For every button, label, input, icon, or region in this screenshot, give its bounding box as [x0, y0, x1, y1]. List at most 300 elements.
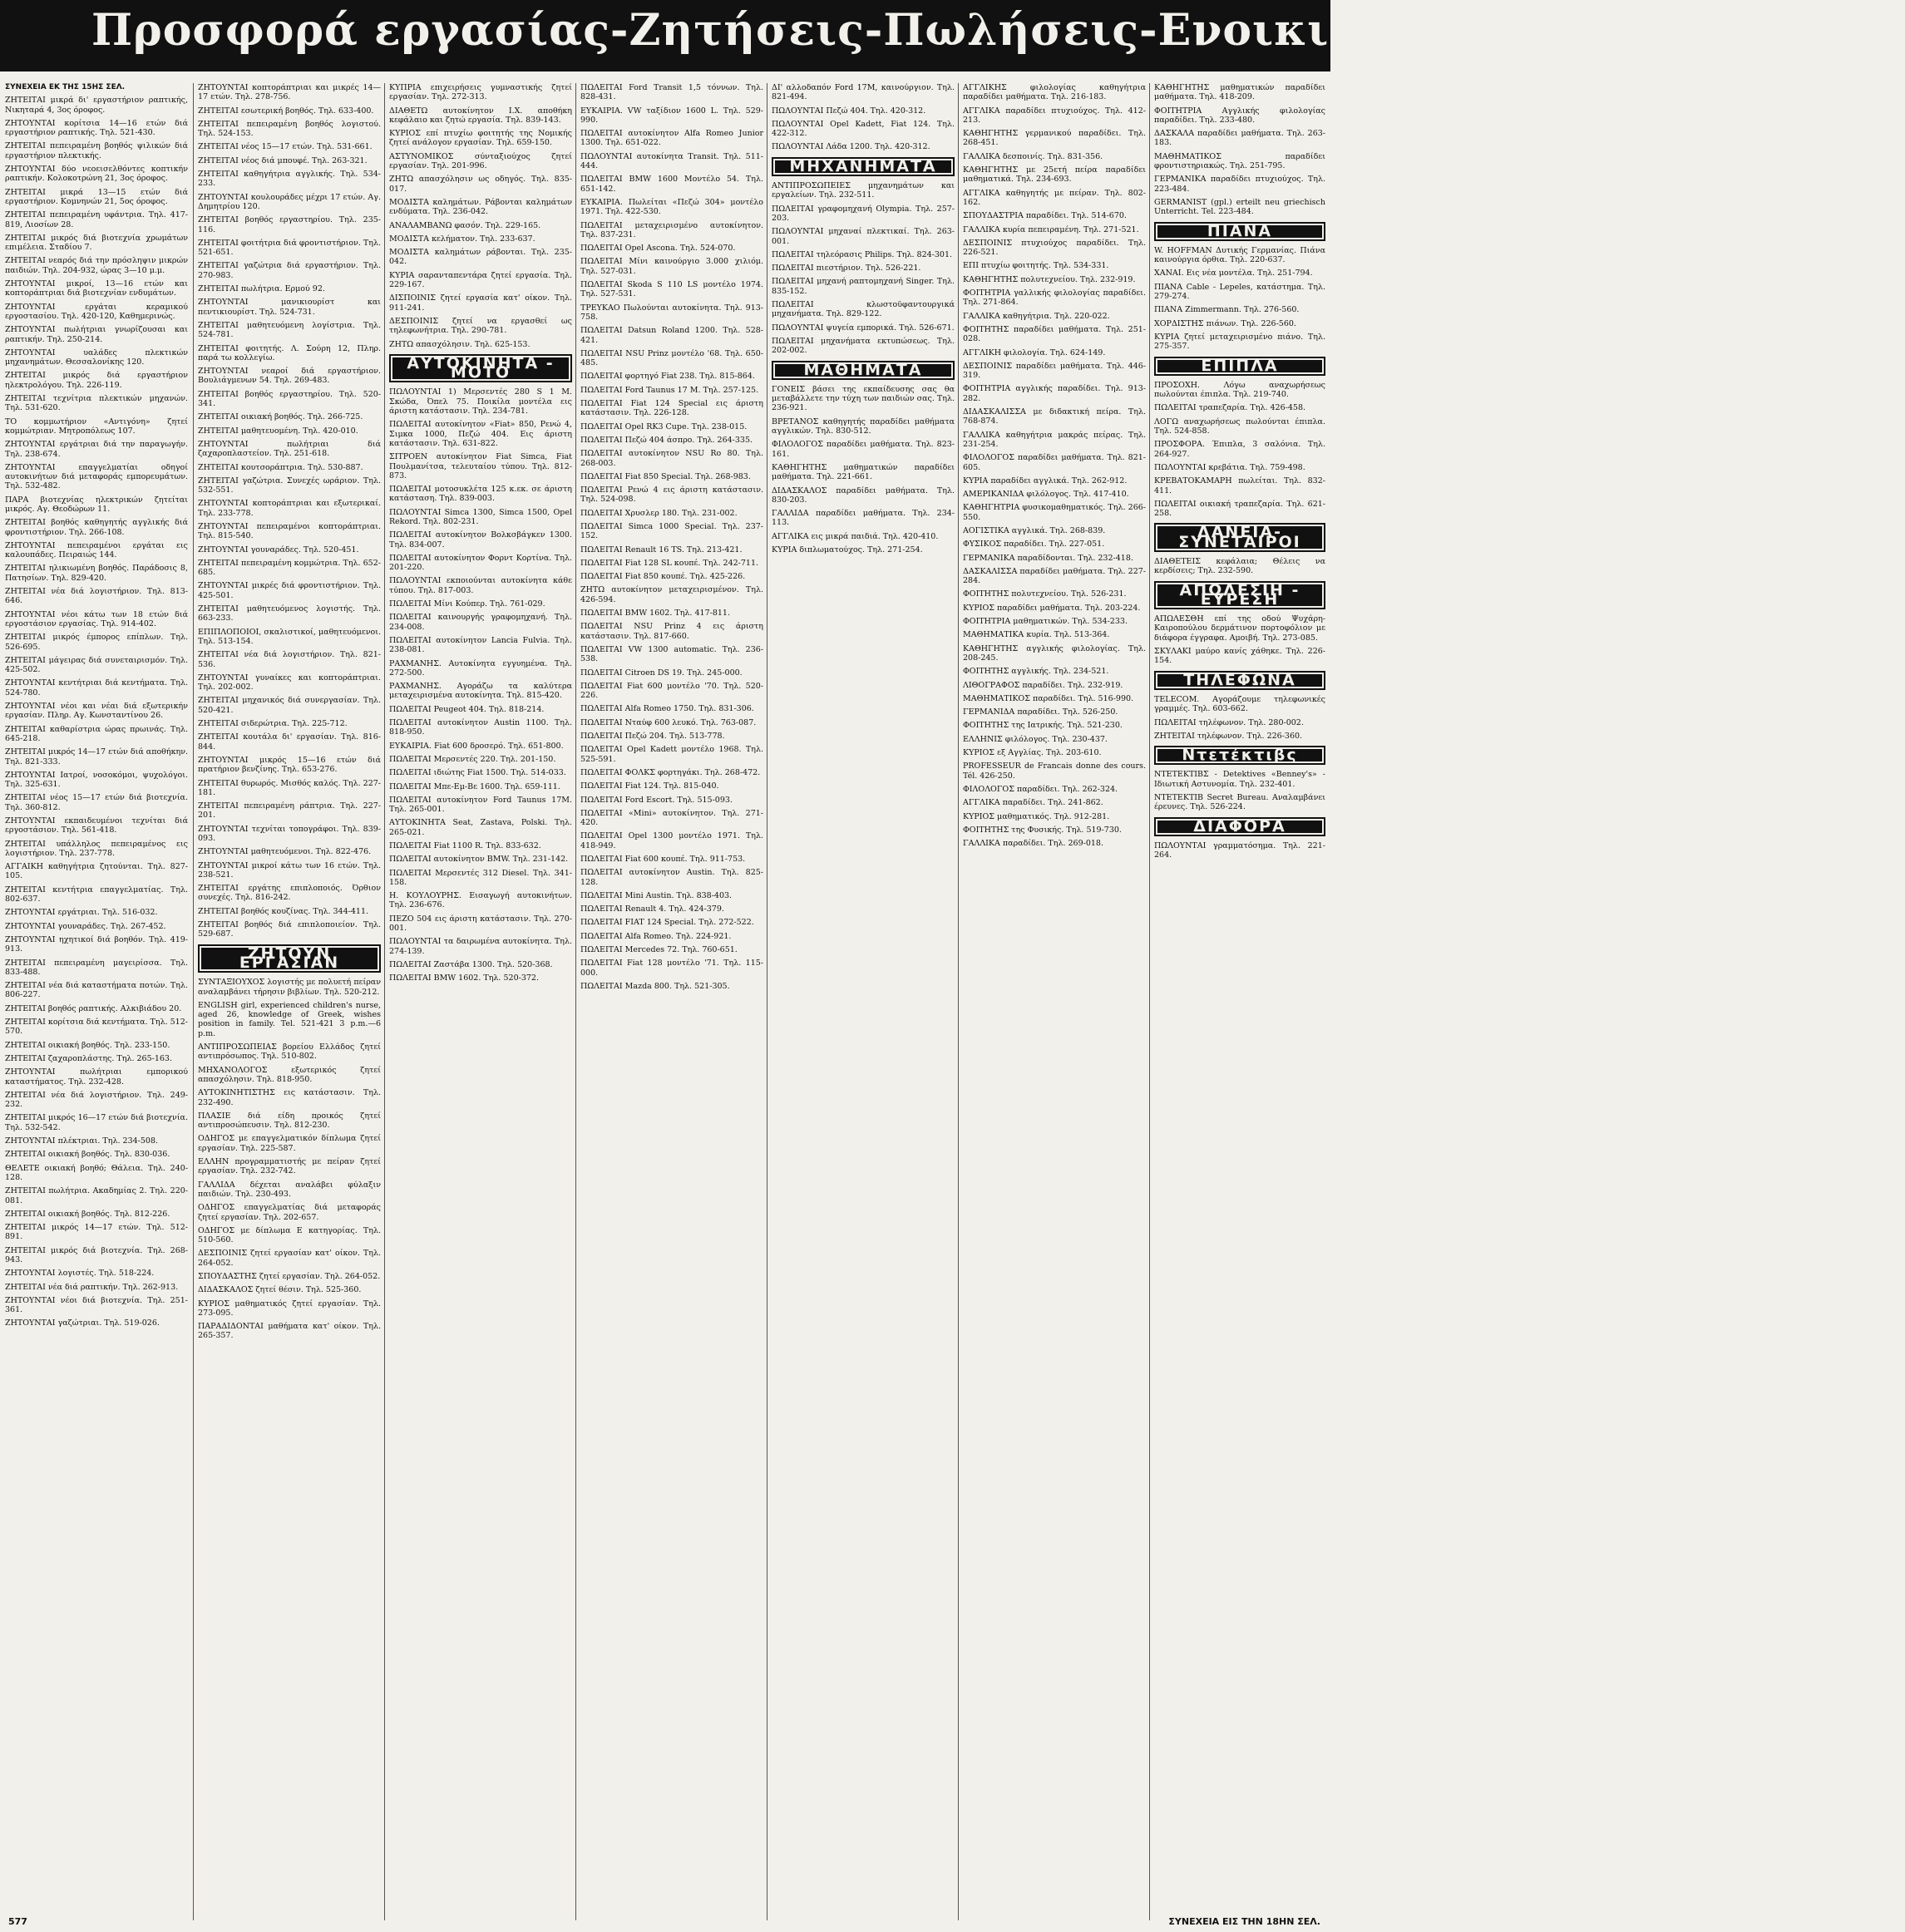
classified-ad: ΖΗΤΕΙΤΑΙ σιδερώτρια. Τηλ. 225-712. [198, 719, 348, 729]
classified-ad: ΕΥΚΑΙΡΙΑ. Fiat 600 δροσερό. Τηλ. 651-800. [389, 741, 564, 751]
classified-ad: ΠΩΛΕΙΤΑΙ Fiat 128 μοντέλο '71. Τηλ. 115-000. [580, 959, 763, 978]
classified-ad: ΜΑΘΗΜΑΤΙΚΟΣ παραδίδει φροντιστηριακώς. Τηλ. 251-795. [1154, 151, 1325, 171]
classified-ad: ΖΗΤΟΥΝΤΑΙ τεχνίται τοπογράφοι. Τηλ. 839-093. [198, 824, 381, 843]
classified-ad: ΔΙ' αλλοδαπόν Ford 17M, καινούργιον. Τηλ. 821-494. [772, 83, 955, 102]
classified-ad: ΖΗΤΕΙΤΑΙ βοηθός καθηγητής αγγλικής διά φροντιστήριον. Τηλ. 266-108. [5, 518, 188, 537]
classified-ad: ΖΗΤΕΙΤΑΙ μικρά δι' εργαστήριον ραπτικής, Νικηταρά 4, 3ος όροφος. [5, 96, 188, 115]
classified-ad: ΜΑΘΗΜΑΤΙΚΟΣ παραδίδει. Τηλ. 516-990. [963, 693, 1134, 703]
classified-ad: ΚΑΘΗΓΗΤΡΙΑ φυσικομαθηματικός. Τηλ. 266-550. [963, 503, 1146, 522]
classified-ad: ΠΩΛΕΙΤΑΙ Μερσεντές 312 Diesel. Τηλ. 341-158. [389, 868, 572, 887]
classified-ad: ΖΗΤΕΙΤΑΙ ηλικιωμένη βοηθός. Παράδοσις 8, Πατησίων. Τηλ. 829-420. [5, 564, 188, 583]
section-header-lessons: ΜΑΘΗΜΑΤΑ [772, 361, 955, 380]
classified-ad: ΖΗΤΟΥΝΤΑΙ μικροί κάτω των 16 ετών. Τηλ. 238-521. [198, 860, 381, 880]
classified-ad: ΖΗΤΟΥΝΤΑΙ μικροί, 13—16 ετών και κοπτοράπτριαι διά βιοτεχνίαν ενδυμάτων. [5, 279, 188, 298]
classified-ad: ΑΓΓΛΙΚΗΣ φιλολογίας καθηγήτρια παραδίδει μαθήματα. Τηλ. 216-183. [963, 83, 1146, 102]
classified-ad: ΖΗΤΟΥΝΤΑΙ υαλάδες πλεκτικών μηχανημάτων. Θεσσαλονίκης 120. [5, 347, 188, 367]
classified-ad: ΖΗΤΕΙΤΑΙ μικρός 14—17 ετών διά αποθήκην. Τηλ. 821-333. [5, 747, 188, 766]
classified-ad: ΚΥΡΙΑ ζητεί μεταχειρισμένο πιάνο. Τηλ. 275-357. [1154, 332, 1325, 352]
classified-ad: ΓΑΛΛΙΚΑ παραδίδει. Τηλ. 269-018. [963, 839, 1103, 849]
classified-ad: ΖΗΤΕΙΤΑΙ πεπειραμένη βοηθός ψιλικών διά εργαστήριον πλεκτικής. [5, 141, 188, 160]
classified-ad: ΖΗΤΕΙΤΑΙ θυρωρός. Μισθός καλός. Τηλ. 227-181. [198, 778, 381, 797]
classified-ad: ΖΗΤΕΙΤΑΙ μαθητευομένη. Τηλ. 420-010. [198, 426, 358, 436]
classified-ad: ΠΩΛΟΥΝΤΑΙ μηχαναί πλεκτικαί. Τηλ. 263-001. [772, 227, 955, 246]
classified-ad: ΑΓΓΛΙΚΑ παραδίδει. Τηλ. 241-862. [963, 798, 1103, 808]
classified-ad: ΔΙΔΑΣΚΑΛΙΣΣΑ με διδακτική πείρα. Τηλ. 768-874. [963, 407, 1146, 426]
classified-ad: ΖΗΤΟΥΝΤΑΙ γουναράδες. Τηλ. 267-452. [5, 921, 166, 931]
classified-ad: ΦΟΙΤΗΤΗΣ παραδίδει μαθήματα. Τηλ. 251-028. [963, 324, 1146, 344]
classified-ad: ΖΗΤΕΙΤΑΙ βοηθός διά επιπλοποιείον. Τηλ. 529-687. [198, 920, 381, 939]
classified-ad: ΖΗΤΕΙΤΑΙ εσωτερική βοηθός. Τηλ. 633-400. [198, 106, 374, 116]
classified-ad: ΠΩΛΕΙΤΑΙ Opel RK3 Cupe. Τηλ. 238-015. [580, 421, 748, 431]
classified-ad: ΖΗΤΕΙΤΑΙ μηχανικός διά συνεργασίαν. Τηλ. 520-421. [198, 696, 381, 715]
classified-ad: ΖΗΤΕΙΤΑΙ πεπειραμένη μαγειρίσσα. Τηλ. 833-488. [5, 958, 188, 977]
classified-ad: ΓΑΛΛΙΚΑ καθηγήτρια μακράς πείρας. Τηλ. 231-254. [963, 430, 1146, 449]
classified-ad: ΚΑΘΗΓΗΤΗΣ γερμανικού παραδίδει. Τηλ. 268-451. [963, 129, 1146, 148]
classified-ad: ΠΩΛΕΙΤΑΙ μηχανήματα εκτυπώσεως. Τηλ. 202-002. [772, 336, 955, 356]
classified-ad: ΠΡΟΣΦΟΡΑ. Έπιπλα, 3 σαλόνια. Τηλ. 264-927. [1154, 440, 1325, 459]
classified-ad: ΟΔΗΓΟΣ επαγγελματίας διά μεταφοράς ζητεί εργασίαν. Τηλ. 202-657. [198, 1203, 381, 1222]
classified-ad: ΠΩΛΟΥΝΤΑΙ Πεζώ 404. Τηλ. 420-312. [772, 106, 926, 116]
page-banner [0, 0, 1905, 71]
classified-ad: ΠΩΛΕΙΤΑΙ ιδιώτης Fiat 1500. Τηλ. 514-033. [389, 768, 566, 778]
classified-ad: ΖΗΤΕΙΤΑΙ τεχνίτρια πλεκτικών μηχανών. Τηλ. 531-620. [5, 394, 188, 413]
classified-ad: ΑΓΓΛΙΚΑ παραδίδει πτυχιούχος. Τηλ. 412-213. [963, 106, 1146, 125]
classified-ad: ΖΗΤΕΙΤΑΙ καθαρίστρια ώρας πρωινάς. Τηλ. 645-218. [5, 724, 188, 743]
classified-ad: ΠΩΛΟΥΝΤΑΙ Λάδα 1200. Τηλ. 420-312. [772, 142, 930, 152]
classified-ad: ΑΝΤΙΠΡΟΣΩΠΕΙΑΣ βορείου Ελλάδος ζητεί αντιπρόσωπος. Τηλ. 510-802. [198, 1042, 381, 1062]
classified-ad: ΠΙΑΝΑ Zimmermann. Τηλ. 276-560. [1154, 305, 1300, 315]
classified-ad: ΧΟΡΔΙΣΤΗΣ πιάνων. Τηλ. 226-560. [1154, 318, 1296, 328]
classified-ad: ΖΗΤΟΥΝΤΑΙ μικρές διά φροντιστήριον. Τηλ. 425-501. [198, 581, 381, 600]
column-rule [958, 83, 959, 1920]
classified-ad: ΓΑΛΛΙΚΑ δεσποινίς. Τηλ. 831-356. [963, 151, 1103, 161]
classified-ad: ΖΗΤΕΙΤΑΙ φοιτητής. Λ. Σούρη 12, Πληρ. παρά τω κολλεγίω. [198, 343, 381, 362]
classified-ad: ΠΩΛΕΙΤΑΙ αυτοκίνητον Ford Taunus 17M. Τηλ. 265-001. [389, 795, 572, 815]
classified-ad: ΖΗΤΟΥΝΤΑΙ νέοι διά βιοτεχνία. Τηλ. 251-361. [5, 1295, 188, 1315]
classified-ad: ΑΝΤΙΠΡΟΣΩΠΕΙΕΣ μηχανημάτων και εργαλείων. Τηλ. 232-511. [772, 181, 955, 200]
classified-ad: ΓΕΡΜΑΝΙΚΑ παραδίδει πτυχιούχος. Τηλ. 223-484. [1154, 175, 1325, 194]
classified-ad: ΚΥΡΙΑ σαρανταπεντάρα ζητεί εργασία. Τηλ. 229-167. [389, 270, 572, 290]
classified-ad: ΚΥΠΡΙΑ επιχειρήσεις γυμναστικής ζητεί εργασίαν. Τηλ. 272-313. [389, 83, 572, 102]
classified-ad: ΔΙΔΑΣΚΑΛΟΣ ζητεί θέσιν. Τηλ. 525-360. [198, 1285, 362, 1295]
classified-ad: ΖΗΤΟΥΝΤΑΙ εκπαιδευμένοι τεχνίται διά εργοστάσιον. Τηλ. 561-418. [5, 816, 188, 835]
classified-ad: ΠΛΑΣΙΕ διά είδη προικός ζητεί αντιπροσώπευσιν. Τηλ. 812-230. [198, 1111, 381, 1131]
classified-ad: ΚΑΘΗΓΗΤΗΣ με 25ετή πείρα παραδίδει μαθηματικά. Τηλ. 234-693. [963, 165, 1146, 185]
classified-ad: ΖΗΤΟΥΝΤΑΙ κοπτοράπτριαι και μικρές 14—17 ετών. Τηλ. 278-756. [198, 83, 381, 102]
classified-ad: ΖΗΤΕΙΤΑΙ νέος 15—17 ετών. Τηλ. 531-661. [198, 142, 373, 152]
column-4 [580, 83, 763, 995]
column-3 [389, 83, 572, 988]
classified-ad: ΠΩΛΕΙΤΑΙ Fiat 1100 R. Τηλ. 833-632. [389, 841, 541, 850]
classified-ad: ΤΟ κομμωτήριον «Αντιγόνη» ζητεί κομμώτριαν. Μητροπόλεως 107. [5, 416, 188, 436]
classified-ad: ΔΕΣΠΟΙΝΙΣ ζητεί να εργασθεί ως τηλεφωνήτρια. Τηλ. 290-781. [389, 316, 572, 336]
classified-ad: ΦΟΙΤΗΤΡΙΑ μαθηματικών. Τηλ. 534-233. [963, 617, 1128, 627]
classified-ad: ΖΗΤΕΙΤΑΙ νέος 15—17 ετών διά βιοτεχνία. Τηλ. 360-812. [5, 793, 188, 812]
classified-ad: ΦΟΙΤΗΤΗΣ αγγλικής. Τηλ. 234-521. [963, 667, 1109, 677]
classified-ad: ΚΥΡΙΟΣ μαθηματικός. Τηλ. 912-281. [963, 811, 1110, 821]
classified-ad: ΓΑΛΛΙΔΑ δέχεται αναλάβει φύλαξιν παιδιών. Τηλ. 230-493. [198, 1180, 381, 1199]
classified-ad: ΖΗΤΕΙΤΑΙ οικιακή βοηθός. Τηλ. 233-150. [5, 1040, 170, 1050]
classified-ad: ΖΗΤΟΥΝΤΑΙ πεπειραμένοι εργάται εις καλουπάδες. Πειραιώς 144. [5, 540, 188, 560]
classified-ad: ΠΩΛΕΙΤΑΙ καινουργής γραφομηχανή. Τηλ. 234-008. [389, 613, 572, 632]
classified-ad: ΠΩΛΕΙΤΑΙ Ζαστάβα 1300. Τηλ. 520-368. [389, 959, 553, 969]
classified-ad: ΖΗΤΟΥΝΤΑΙ επαγγελματίαι οδηγοί αυτοκινήτων διά μεταφοράς εμπορευμάτων. Τηλ. 532-482. [5, 462, 188, 491]
classified-ad: ΑΥΤΟΚΙΝΗΤΑ Seat, Zastava, Polski. Τηλ. 265-021. [389, 818, 572, 837]
classified-ad: ΚΥΡΙΟΣ εξ Αγγλίας. Τηλ. 203-610. [963, 748, 1102, 758]
classified-ad: ΠΩΛΕΙΤΑΙ οικιακή τραπεζαρία. Τηλ. 621-258. [1154, 499, 1325, 519]
classified-ad: ΛΟΓΩ αναχωρήσεως πωλούνται έπιπλα. Τηλ. 524-858. [1154, 416, 1325, 436]
classified-ad: ΖΗΤΟΥΝΤΑΙ νέοι και νέαι διά εξωτερικήν εργασίαν. Πληρ. Αγ. Κωνσταντίνου 26. [5, 702, 188, 721]
classified-ad: ΝΤΕΤΕΚΤΙΒ Secret Bureau. Αναλαμβάνει έρευνες. Τηλ. 526-224. [1154, 793, 1325, 812]
classified-ad: ΜΑΘΗΜΑΤΙΚΑ κυρία. Τηλ. 513-364. [963, 630, 1110, 640]
section-header-miscellaneous: ΔΙΑΦΟΡΑ [1154, 817, 1325, 836]
classified-ad: ΠΩΛΕΙΤΑΙ Simca 1000 Special. Τηλ. 237-152. [580, 521, 763, 541]
classified-ad: ΠΩΛΕΙΤΑΙ τηλέφωνον. Τηλ. 280-002. [1154, 717, 1304, 727]
classified-ad: ΠΩΛΕΙΤΑΙ Μπε-Εμ-Βε 1600. Τηλ. 659-111. [389, 781, 560, 791]
classified-ad: ΦΟΙΤΗΤΡΙΑ αγγλικής παραδίδει. Τηλ. 913-282. [963, 384, 1146, 403]
classified-ad: ΖΗΤΕΙΤΑΙ γαζώτρια διά εργαστήριον. Τηλ. 270-983. [198, 261, 381, 280]
classified-ad: ΦΥΣΙΚΟΣ παραδίδει. Τηλ. 227-051. [963, 540, 1105, 550]
section-header-loans-partners: ΔΑΝΕΙΑ-ΣΥΝΕΤΑΙΡΟΙ [1154, 523, 1325, 552]
classified-ad: ΚΑΘΗΓΗΤΗΣ μαθηματικών παραδίδει μαθήματα. Τηλ. 221-661. [772, 462, 955, 482]
classified-ad: ΠΩΛΕΙΤΑΙ μεταχειρισμένο αυτοκίνητον. Τηλ. 837-231. [580, 220, 763, 239]
classified-ad: ΖΗΤΟΥΝΤΑΙ Ιατροί, νοσοκόμοι, ψυχολόγοι. Τηλ. 325-631. [5, 770, 188, 790]
column-5 [772, 83, 955, 559]
classified-ad: ΚΑΘΗΓΗΤΗΣ μαθηματικών παραδίδει μαθήματα. Τηλ. 418-209. [1154, 83, 1325, 102]
classified-ad: ΦΙΛΟΛΟΓΟΣ παραδίδει μαθήματα. Τηλ. 821-605. [963, 453, 1146, 472]
classified-ad: ΓΕΡΜΑΝΙΔΑ παραδίδει. Τηλ. 526-250. [963, 707, 1118, 717]
classified-ad: ΒΡΕΤΑΝΟΣ καθηγητής παραδίδει μαθήματα αγγλικών. Τηλ. 830-512. [772, 416, 955, 436]
column-2 [198, 83, 381, 1345]
classified-ad: ΠΩΛΕΙΤΑΙ αυτοκίνητον Alfa Romeo Junior 1300. Τηλ. 651-022. [580, 129, 763, 148]
classified-ad: ΑΓΓΛΙΚΗ φιλολογία. Τηλ. 624-149. [963, 347, 1106, 357]
classified-ad: ΠΩΛΕΙΤΑΙ FIAT 124 Special. Τηλ. 272-522. [580, 918, 754, 928]
classified-ad: ΖΗΤΕΙΤΑΙ κεντήτρια επαγγελματίας. Τηλ. 802-637. [5, 885, 188, 904]
classified-ad: ΖΗΤΕΙΤΑΙ μικρός διά βιοτεχνία χρωμάτων επιμέλεια. Σταδίου 7. [5, 233, 188, 253]
classified-ad: ΠΩΛΕΙΤΑΙ NSU Prinz μοντέλο '68. Τηλ. 650-485. [580, 348, 763, 368]
classified-ad: ΦΟΙΤΗΤΡΙΑ γαλλικής φιλολογίας παραδίδει. Τηλ. 271-864. [963, 288, 1146, 308]
classified-ad: ΖΗΤΕΙΤΑΙ πεπειραμένη βοηθός λογιστού. Τηλ. 524-153. [198, 119, 381, 139]
classified-ad: ΖΗΤΕΙΤΑΙ μικρά 13—15 ετών διά εργαστήριον. Κομνηνών 21, 5ος όροφος. [5, 187, 188, 206]
classified-ad: ΠΑΡΑ βιοτεχνίας ηλεκτρικών ζητείται μικρός. Αγ. Θεοδώρων 11. [5, 495, 188, 514]
classified-ad: ΖΗΤΕΙΤΑΙ μαθητευόμενος λογιστής. Τηλ. 663-233. [198, 604, 381, 623]
classified-ad: ΠΡΟΣΟΧΗ. Λόγω αναχωρήσεως πωλούνται έπιπλα. Τηλ. 219-740. [1154, 380, 1325, 400]
classified-ad: ΠΩΛΟΥΝΤΑΙ κρεβάτια. Τηλ. 759-498. [1154, 462, 1305, 472]
classified-ad: ΑΠΩΛΕΣΘΗ επί της οδού Ψυχάρη-Καιροπούλου δερμάτινον πορτοφόλιον με διάφορα έγγραφα. Αμοιβή. Τηλ. 273-085. [1154, 614, 1325, 643]
classified-ad: PROFESSEUR de Francais donne des cours. Tél. 426-250. [963, 761, 1146, 781]
classified-ad: ΠΩΛΕΙΤΑΙ Ford Escort. Τηλ. 515-093. [580, 795, 733, 805]
classified-ad: ΠΩΛΕΙΤΑΙ Skoda S 110 LS μοντέλο 1974. Τηλ. 527-531. [580, 280, 763, 299]
classified-ad: ΖΗΤΕΙΤΑΙ υπάλληλος πεπειραμένος εις λογιστήριον. Τηλ. 237-778. [5, 839, 188, 858]
classified-ad: ΡΑΧΜΑΝΗΣ. Αυτοκίνητα εγγυημένα. Τηλ. 272-500. [389, 658, 572, 678]
classified-ad: ΠΩΛΕΙΤΑΙ αυτοκίνητον NSU Ro 80. Τηλ. 268-003. [580, 449, 763, 468]
classified-ad: ΠΩΛΕΙΤΑΙ Ford Taunus 17 M. Τηλ. 257-125. [580, 385, 759, 395]
classified-ad: ΚΥΡΙΑ διπλωματούχος. Τηλ. 271-254. [772, 545, 923, 554]
classified-ad: ΖΗΤΟΥΝΤΑΙ εργάτριαι διά την παραγωγήν. Τηλ. 238-674. [5, 440, 188, 459]
classified-ad: ΔΕΣΠΟΙΝΙΣ παραδίδει μαθήματα. Τηλ. 446-319. [963, 361, 1146, 381]
classified-ad: ΠΩΛΕΙΤΑΙ Mini Austin. Τηλ. 838-403. [580, 890, 733, 900]
classified-ad: ΠΩΛΕΙΤΑΙ αυτοκίνητον Lancia Fulvia. Τηλ. 238-081. [389, 635, 572, 655]
classified-ad: ΖΗΤΕΙΤΑΙ μάγειρας διά συνεταιρισμόν. Τηλ. 425-502. [5, 655, 188, 675]
classified-ad: ΠΩΛΕΙΤΑΙ αυτοκίνητον «Fiat» 850, Ρενώ 4, Σιμκα 1000, Πεζώ 404. Εις άριστη κατάστασιν. Τηλ. 631-822. [389, 420, 572, 448]
classified-ad: ΖΗΤΩ αυτοκίνητον μεταχειρισμένον. Τηλ. 426-594. [580, 585, 763, 604]
classified-ad: ΔΕΣΠΟΙΝΙΣ ζητεί εργασίαν κατ' οίκον. Τηλ. 264-052. [198, 1249, 381, 1268]
classified-ad: ΦΟΙΤΗΤΗΣ της Φυσικής. Τηλ. 519-730. [963, 825, 1122, 835]
classified-ad: ΖΗΤΕΙΤΑΙ φοιτήτρια διά φροντιστήριον. Τηλ. 521-651. [198, 238, 381, 258]
classified-ad: ΖΗΤΕΙΤΑΙ βοηθός εργαστηρίου. Τηλ. 520-341. [198, 389, 381, 409]
classified-ad: ΠΩΛΟΥΝΤΑΙ Simca 1300, Simca 1500, Opel Rekord. Τηλ. 802-231. [389, 507, 572, 526]
classified-ad: ΣΠΟΥΔΑΣΤΡΙΑ παραδίδει. Τηλ. 514-670. [963, 211, 1127, 221]
classified-ad: ΚΥΡΙΟΣ παραδίδει μαθήματα. Τηλ. 203-224. [963, 603, 1141, 613]
classified-ad: ΠΩΛΕΙΤΑΙ ΦΟΛΚΣ φορτηγάκι. Τηλ. 268-472. [580, 767, 761, 777]
classified-ad: ΦΟΙΤΗΤΗΣ της Ιατρικής. Τηλ. 521-230. [963, 721, 1123, 731]
column-rule [193, 83, 194, 1920]
classified-ad: ΑΥΤΟΚΙΝΗΤΙΣΤΗΣ εις κατάστασιν. Τηλ. 232-490. [198, 1088, 381, 1107]
classified-ad: ΛΙΘΟΓΡΑΦΟΣ παραδίδει. Τηλ. 232-919. [963, 680, 1123, 690]
classified-ad: ΠΩΛΕΙΤΑΙ Fiat 124. Τηλ. 815-040. [580, 781, 719, 791]
classified-ad: ΦΟΙΤΗΤΡΙΑ Αγγλικής φιλολογίας παραδίδει. Τηλ. 233-480. [1154, 106, 1325, 125]
continuation-end-note: ΣΥΝΕΧΕΙΑ ΕΙΣ ΤΗΝ 18ΗΝ ΣΕΛ. [1168, 1916, 1320, 1927]
classified-ad: ΖΗΤΕΙΤΑΙ νέα διά λογιστήριον. Τηλ. 249-232. [5, 1090, 188, 1110]
classified-ad: ΖΗΤΕΙΤΑΙ ζαχαροπλάστης. Τηλ. 265-163. [5, 1053, 172, 1063]
section-header-machinery: ΜΗΧΑΝΗΜΑΤΑ [772, 157, 955, 176]
classified-ad: ΖΗΤΟΥΝΤΑΙ μανικιουρίστ και πεντικιουρίστ. Τηλ. 524-731. [198, 298, 381, 317]
classified-ad: ΤΡΕΥΚΑΟ Πωλούνται αυτοκίνητα. Τηλ. 913-758. [580, 303, 763, 322]
classified-ad: ΠΩΛΕΙΤΑΙ μηχανή ραπτομηχανή Singer. Τηλ. 835-152. [772, 277, 955, 296]
classified-ad: ΓΟΝΕΙΣ βάσει της εκπαίδευσης σας θα μεταβάλλετε την τύχη των παιδιών σας. Τηλ. 236-921. [772, 384, 955, 413]
classified-ad: ΖΗΤΟΥΝΤΑΙ νέοι κάτω των 18 ετών διά εργοστάσιον εργασίας. Τηλ. 914-402. [5, 609, 188, 628]
classified-ad: ΖΗΤΕΙΤΑΙ νεαρός διά την πρόσληψιν μικρών παιδιών. Τηλ. 204-932, ώρας 3—10 μ.μ. [5, 256, 188, 275]
classified-ad: ΠΑΡΑΔΙΔΟΝΤΑΙ μαθήματα κατ' οίκον. Τηλ. 265-357. [198, 1322, 381, 1341]
classified-ad: ΖΗΤΕΙΤΑΙ νέα διά λογιστήριον. Τηλ. 821-536. [198, 650, 381, 669]
section-header-detectives: Ντετέκτιβς [1154, 746, 1325, 765]
classified-ad: ΑΣΤΥΝΟΜΙΚΟΣ σύνταξιούχος ζητεί εργασίαν. Τηλ. 201-996. [389, 151, 572, 171]
classified-ad: ΟΔΗΓΟΣ με επαγγελματικόν δίπλωμα ζητεί εργασίαν. Τηλ. 225-587. [198, 1134, 381, 1153]
column-rule [575, 83, 576, 1920]
page-title: Προσφορά εργασίας-Ζητήσεις-Πωλήσεις-Ενοικιάσεις-Αγοραί-Ακίνητα [91, 5, 1905, 56]
classified-ad: ΕΛΛΗΝ προγραμματιστής με πείραν ζητεί εργασίαν. Τηλ. 232-742. [198, 1157, 381, 1176]
column-7 [1154, 83, 1325, 865]
classified-ad: ΠΩΛΕΙΤΑΙ Μερσεντές 220. Τηλ. 201-150. [389, 754, 556, 764]
classified-ad: ΖΗΤΕΙΤΑΙ οικιακή βοηθός. Τηλ. 266-725. [198, 412, 363, 422]
classified-ad: ΖΗΤΟΥΝΤΑΙ κεντήτριαι διά κεντήματα. Τηλ. 524-780. [5, 678, 188, 697]
classified-ad: ΠΩΛΕΙΤΑΙ μοτοσυκλέτα 125 κ.εκ. σε άριστη κατάσταση. Τηλ. 839-003. [389, 485, 572, 504]
classified-ad: ΖΗΤΟΥΝΤΑΙ εργάται κεραμικού εργοστασίου. Τηλ. 420-120, Καθημερινώς. [5, 302, 188, 321]
classified-ad: ΖΗΤΟΥΝΤΑΙ μαθητευόμενοι. Τηλ. 822-476. [198, 847, 372, 857]
classified-ad: ΠΩΛΕΙΤΑΙ αυτοκίνητον Βολκσβάγκεν 1300. Τηλ. 834-007. [389, 530, 572, 550]
classified-ad: ΠΩΛΕΙΤΑΙ Χρυσλερ 180. Τηλ. 231-002. [580, 508, 738, 518]
classified-ad: ΠΩΛΕΙΤΑΙ Μίνι καινούργιο 3.000 χιλιόμ. Τηλ. 527-031. [580, 257, 763, 276]
classified-ad: ΠΩΛΕΙΤΑΙ Ρενώ 4 εις άριστη κατάστασιν. Τηλ. 524-098. [580, 485, 763, 505]
classified-ad: Η. ΚΟΥΛΟΥΡΗΣ. Εισαγωγή αυτοκινήτων. Τηλ. 236-676. [389, 891, 572, 910]
classified-ad: ΕΛΛΗΝΙΣ φιλόλογος. Τηλ. 230-437. [963, 734, 1108, 744]
classified-ad: ΓΑΛΛΙΚΑ καθηγήτρια. Τηλ. 220-022. [963, 311, 1110, 321]
section-header-lost-found: ΑΠΩΛΕΣΙΗ - ΕΥΡΕΣΗ [1154, 581, 1325, 610]
classified-ad: ΟΔΗΓΟΣ με δίπλωμα Ε κατηγορίας. Τηλ. 510-560. [198, 1225, 381, 1245]
classified-ad: ΖΗΤΕΙΤΑΙ κορίτσια διά κεντήματα. Τηλ. 512-570. [5, 1018, 188, 1037]
classified-ad: ΖΗΤΟΥΝΤΑΙ λογιστές. Τηλ. 518-224. [5, 1269, 155, 1279]
classified-ad: ΔΙΣΠΟΙΝΙΣ ζητεί εργασία κατ' οίκον. Τηλ. 911-241. [389, 293, 572, 313]
classified-ad: ΖΗΤΕΙΤΑΙ οικιακή βοηθός. Τηλ. 830-036. [5, 1150, 170, 1160]
classified-ad: ΚΡΕΒΑΤΟΚΑΜΑΡΗ πωλείται. Τηλ. 832-411. [1154, 476, 1325, 495]
classified-ad: ΖΗΤΕΙΤΑΙ εργάτης επιπλοποιός. Όρθιον συνεχές. Τηλ. 816-242. [198, 884, 381, 903]
classified-ad: ΔΙΔΑΣΚΑΛΟΣ παραδίδει μαθήματα. Τηλ. 830-203. [772, 485, 955, 505]
classified-ad: ΣΠΟΥΔΑΣΤΗΣ ζητεί εργασίαν. Τηλ. 264-052. [198, 1271, 381, 1281]
classified-ad: ΧΑΝΑΙ. Εις νέα μοντέλα. Τηλ. 251-794. [1154, 269, 1313, 278]
classified-ad: ΔΑΣΚΑΛΑ παραδίδει μαθήματα. Τηλ. 263-183. [1154, 129, 1325, 148]
section-header-telephones: ΤΗΛΕΦΩΝΑ [1154, 671, 1325, 690]
classified-ad: ΖΗΤΟΥΝΤΑΙ κοπτοράπτριαι και εξωτερικαί. Τηλ. 233-778. [198, 499, 381, 518]
classified-ad: ΑΝΑΛΑΜΒΑΝΩ φασόν. Τηλ. 229-165. [389, 220, 541, 230]
classified-ad: ΖΗΤΟΥΝΤΑΙ πωλήτριαι εμπορικού καταστήματος. Τηλ. 232-428. [5, 1067, 188, 1087]
classified-ad: ΠΩΛΕΙΤΑΙ Fiat 600 κουπέ. Τηλ. 911-753. [580, 855, 746, 864]
classified-ad: ΜΟΔΙΣΤΑ καλημάτων ράβονται. Τηλ. 235-042. [389, 248, 572, 267]
classified-ad: ΠΩΛΕΙΤΑΙ αυτοκίνητον Φορντ Κορτίνα. Τηλ. 201-220. [389, 553, 572, 573]
classified-ad: ΠΩΛΕΙΤΑΙ Alfa Romeo 1750. Τηλ. 831-306. [580, 704, 754, 714]
classified-ad: ΚΥΡΙΟΣ επί πτυχίω φοιτητής της Νομικής ζητεί ανάλογον εργασίαν. Τηλ. 659-150. [389, 129, 572, 148]
classified-ad: ΠΩΛΕΙΤΑΙ Opel 1300 μοντέλο 1971. Τηλ. 418-949. [580, 831, 763, 850]
classified-ad: ΓΑΛΛΙΔΑ παραδίδει μαθήματα. Τηλ. 234-113. [772, 509, 955, 528]
classified-ad: ΠΩΛΟΥΝΤΑΙ εκποιούνται αυτοκίνητα κάθε τύπου. Τηλ. 817-003. [389, 576, 572, 595]
classified-ad: ΖΗΤΕΙΤΑΙ κουτάλα δι' εργασίαν. Τηλ. 816-844. [198, 732, 381, 752]
classified-ad: ΚΑΘΗΓΗΤΗΣ πολυτεχνείου. Τηλ. 232-919. [963, 274, 1136, 284]
classified-ad: ΠΩΛΕΙΤΑΙ NSU Prinz 4 εις άριστη κατάστασιν. Τηλ. 817-660. [580, 622, 763, 641]
classified-ad: TELECOM. Αγοράζουμε τηλεφωνικές γραμμές. Τηλ. 603-662. [1154, 694, 1325, 714]
classified-ad: ENGLISH girl, experienced children's nurse, aged 26, knowledge of Greek, wishes position in family. Tel. 521-421 3 p.m.—6 p.m. [198, 1000, 381, 1038]
classified-ad: ΠΩΛΕΙΤΑΙ τραπεζαρία. Τηλ. 426-458. [1154, 403, 1306, 413]
classified-ad: ΜΟΔΙΣΤΑ καλημάτων. Ράβονται καλημάτων ενδύματα. Τηλ. 236-042. [389, 197, 572, 217]
classified-ad: ΣΥΝΤΑΞΙΟΥΧΟΣ λογιστής με πολυετή πείραν αναλαμβάνει τήρησιν βιβλίων. Τηλ. 520-212. [198, 978, 381, 997]
classified-ad: GERMANIST (gpl.) erteilt neu griechisch Unterricht. Tel. 223-484. [1154, 197, 1325, 217]
classified-ad: ΖΗΤΕΙΤΑΙ τηλέφωνον. Τηλ. 226-360. [1154, 731, 1303, 741]
classified-ad: ΑΓΓΑΙΚΗ καθηγήτρια ζητούνται. Τηλ. 827-105. [5, 862, 188, 881]
classified-ad: ΠΩΛΕΙΤΑΙ Peugeot 404. Τηλ. 818-214. [389, 704, 545, 714]
classified-ad: ΠΩΛΕΙΤΑΙ BMW 1602. Τηλ. 417-811. [580, 609, 730, 619]
classified-ad: ΖΗΤΕΙΤΑΙ μικρός διά βιοτεχνία. Τηλ. 268-943. [5, 1245, 188, 1264]
classified-ad: ΑΓΓΛΙΚΑ εις μικρά παιδιά. Τηλ. 420-410. [772, 531, 939, 541]
classified-ad: ΠΩΛΟΥΝΤΑΙ γραμματόσημα. Τηλ. 221-264. [1154, 840, 1325, 860]
classified-ad: ΠΩΛΕΙΤΑΙ αυτοκίνητον Austin. Τηλ. 825-128. [580, 868, 763, 887]
section-header-furniture: ΕΠΙΠΛΑ [1154, 357, 1325, 376]
column-6 [963, 83, 1146, 852]
classified-ad: ΠΩΛΕΙΤΑΙ Opel Kadett μοντέλο 1968. Τηλ. 525-591. [580, 745, 763, 764]
classified-ad: ΠΩΛΕΙΤΑΙ BMW 1600 Μοντέλο 54. Τηλ. 651-142. [580, 175, 763, 194]
classified-ad: ΖΗΤΟΥΝΤΑΙ γυναίκες και κοπτοράπτριαι. Τηλ. 202-002. [198, 673, 381, 692]
classified-ad: ΖΗΤΕΙΤΑΙ πεπειραμένη ράπτρια. Τηλ. 227-201. [198, 801, 381, 821]
classified-ad: ΠΩΛΕΙΤΑΙ Πεζώ 404 άσπρο. Τηλ. 264-335. [580, 435, 753, 445]
classified-ad: ΖΗΤΕΙΤΑΙ γαζώτρια. Συνεχές ωράριον. Τηλ. 532-551. [198, 476, 381, 495]
classified-ad: ΠΩΛΕΙΤΑΙ Mercedes 72. Τηλ. 760-651. [580, 945, 738, 955]
classified-ad: ΔΙΑΘΕΤΕΙΣ κεφάλαια; Θέλεις να κερδίσεις; Τηλ. 232-590. [1154, 556, 1325, 576]
section-header-pianos: ΠΙΑΝΑ [1154, 222, 1325, 241]
classified-ad: ΚΥΡΙΟΣ μαθηματικός ζητεί εργασίαν. Τηλ. 273-095. [198, 1299, 381, 1318]
classified-ad: ΠΩΛΕΙΤΑΙ Μίνι Κούπερ. Τηλ. 761-029. [389, 599, 545, 609]
classified-ad: ΠΩΛΕΙΤΑΙ Fiat 128 SL κουπέ. Τηλ. 242-711. [580, 558, 759, 568]
classified-ad: ΖΗΤΕΙΤΑΙ βοηθός ραπτικής. Αλκιβιάδου 20. [5, 1003, 182, 1013]
classified-ad: ΖΗΤΩ απασχόλησιν. Τηλ. 625-153. [389, 339, 531, 349]
classified-ad: ΠΩΛΕΙΤΑΙ Fiat 850 Special. Τηλ. 268-983. [580, 471, 751, 481]
classified-ad: ΔΑΣΚΑΛΙΣΣΑ παραδίδει μαθήματα. Τηλ. 227-284. [963, 566, 1146, 586]
classified-ad: ΖΗΤΕΙΤΑΙ πωλήτρια. Ερμού 92. [198, 284, 325, 294]
classified-ad: ΕΥΚΑΙΡΙΑ. Πωλείται «Πεζώ 304» μοντέλο 1971. Τηλ. 422-530. [580, 197, 763, 217]
classified-ad: ΝΤΕΤΕΚΤΙΒΣ - Detektives «Benney's» - Ιδιωτική Αστυνομία. Τηλ. 232-401. [1154, 770, 1325, 789]
classified-ad: ΠΩΛΕΙΤΑΙ Alfa Romeo. Τηλ. 224-921. [580, 931, 732, 941]
classified-ad: ΚΥΡΙΑ παραδίδει αγγλικά. Τηλ. 262-912. [963, 476, 1128, 485]
classified-ad: ΜΗΧΑΝΟΛΟΓΟΣ εξωτερικός ζητεί απασχόλησιν. Τηλ. 818-950. [198, 1065, 381, 1084]
classified-ad: ΠΩΛΕΙΤΑΙ Νταύφ 600 λευκό. Τηλ. 763-087. [580, 717, 757, 727]
classified-ad: ΦΟΙΤΗΤΗΣ πολυτεχνείου. Τηλ. 526-231. [963, 589, 1127, 599]
classified-ad: ΖΗΤΕΙΤΑΙ βοηθός εργαστηρίου. Τηλ. 235-116. [198, 215, 381, 234]
classified-ad: ΖΗΤΟΥΝΤΑΙ κορίτσια 14—16 ετών διά εργαστήριον ραπτικής. Τηλ. 521-430. [5, 118, 188, 138]
classified-ad: ΠΩΛΕΙΤΑΙ γραφομηχανή Olympia. Τηλ. 257-203. [772, 204, 955, 223]
classified-ad: ΖΗΤΟΥΝΤΑΙ εργάτριαι. Τηλ. 516-032. [5, 908, 158, 918]
classified-ad: ΑΜΕΡΙΚΑΝΙΔΑ φιλόλογος. Τηλ. 417-410. [963, 490, 1129, 500]
classified-ad: ΣΚΥΛΑΚΙ μαύρο κανίς χάθηκε. Τηλ. 226-154. [1154, 647, 1325, 666]
classified-ad: ΚΑΘΗΓΗΤΗΣ αγγλικής φιλολογίας. Τηλ. 208-245. [963, 643, 1146, 663]
classified-ad: ΖΗΤΕΙΤΑΙ νέα διά λογιστήριον. Τηλ. 813-646. [5, 587, 188, 606]
classified-ad: ΕΥΚΑΙΡΙΑ. VW ταξίδιον 1600 L. Τηλ. 529-990. [580, 106, 763, 125]
classified-ad: ΖΗΤΕΙΤΑΙ μικρός διά εργαστήριον ηλεκτρολόγου. Τηλ. 226-119. [5, 371, 188, 390]
classified-ad: ΖΗΤΟΥΝΤΑΙ πωλήτριαι διά ζαχαροπλαστείον. Τηλ. 251-618. [198, 439, 381, 459]
classified-ad: ΖΗΤΟΥΝΤΑΙ γαζώτριαι. Τηλ. 519-026. [5, 1318, 160, 1328]
classified-ad: ΑΟΓΙΣΤΙΚΑ αγγλικά. Τηλ. 268-839. [963, 525, 1106, 535]
column-rule [384, 83, 385, 1920]
column-rule [1149, 83, 1150, 1920]
classified-ad: ΠΩΛΟΥΝΤΑΙ ψυγεία εμπορικά. Τηλ. 526-671. [772, 323, 955, 333]
classified-ad: ΖΗΤΕΙΤΑΙ πωλήτρια. Ακαδημίας 2. Τηλ. 220-081. [5, 1186, 188, 1205]
classified-ad: ΠΩΛΕΙΤΑΙ Datsun Roland 1200. Τηλ. 528-421. [580, 326, 763, 345]
classified-ad: ΖΗΤΕΙΤΑΙ νέα διά καταστήματα ποτών. Τηλ. 806-227. [5, 981, 188, 1000]
classified-ad: ΔΙΑΘΕΤΩ αυτοκίνητον Ι.Χ. αποθήκη κεφάλαιο και ζητώ εργασία. Τηλ. 839-143. [389, 106, 572, 125]
classified-ad: ΠΕΖΟ 504 εις άριστη κατάστασιν. Τηλ. 270-001. [389, 914, 572, 934]
classified-ad: ΠΩΛΕΙΤΑΙ VW 1300 automatic. Τηλ. 236-538. [580, 644, 763, 664]
classified-ad: ΦΙΛΟΛΟΓΟΣ παραδίδει. Τηλ. 262-324. [963, 784, 1118, 794]
classified-ad: ΠΩΛΕΙΤΑΙ Πεζώ 204. Τηλ. 513-778. [580, 732, 725, 742]
classified-ad: ΖΗΤΟΥΝΤΑΙ νεαροί διά εργαστήριον. Βουλιάγμενων 54. Τηλ. 269-483. [198, 367, 381, 386]
section-header-seeking-work: ΖΗΤΟΥΝ ΕΡΓΑΣΙΑΝ [198, 944, 381, 973]
classified-ad: ΖΗΤΕΙΤΑΙ νέα διά ραπτικήν. Τηλ. 262-913. [5, 1282, 179, 1292]
classified-ad: ΖΗΤΟΥΝΤΑΙ γουναράδες. Τηλ. 520-451. [198, 545, 359, 554]
classified-ad: ΠΩΛΕΙΤΑΙ αυτοκίνητον BMW. Τηλ. 231-142. [389, 855, 569, 865]
classified-ad: ΖΗΤΕΙΤΑΙ καθηγήτρια αγγλικής. Τηλ. 534-233. [198, 170, 381, 189]
classified-ad: ΠΩΛΟΥΝΤΑΙ Opel Kadett, Fiat 124. Τηλ. 422-312. [772, 119, 955, 139]
classified-ad: W. HOFFMAN Δυτικής Γερμανίας. Πιάνα καινούργια όρθια. Τηλ. 220-637. [1154, 245, 1325, 265]
classified-ad: ΦΙΛΟΛΟΓΟΣ παραδίδει μαθήματα. Τηλ. 823-161. [772, 440, 955, 459]
classified-ad: ΠΩΛΕΙΤΑΙ τηλεόρασις Philips. Τηλ. 824-301. [772, 249, 953, 259]
classified-ad: ΓΕΡΜΑΝΙΚΑ παραδίδονται. Τηλ. 232-418. [963, 553, 1133, 563]
classified-ad: ΠΩΛΕΙΤΑΙ Fiat 124 Special εις άριστη κατάστασιν. Τηλ. 226-128. [580, 399, 763, 418]
classified-ad: ΠΩΛΕΙΤΑΙ BMW 1602. Τηλ. 520-372. [389, 973, 539, 983]
classified-ad: ΠΩΛΕΙΤΑΙ Renault 4. Τηλ. 424-379. [580, 904, 724, 914]
classified-ad: ΖΗΤΕΙΤΑΙ κουτσοράπτρια. Τηλ. 530-887. [198, 462, 363, 472]
classified-ad: ΜΟΔΙΣΤΑ κελήματον. Τηλ. 233-637. [389, 234, 535, 244]
classified-ad: ΖΗΤΟΥΝΤΑΙ κουλουράδες μέχρι 17 ετών. Αγ. Δημητρίου 120. [198, 192, 381, 211]
classified-ad: ΠΩΛΕΙΤΑΙ αυτοκίνητον Austin 1100. Τηλ. 818-950. [389, 718, 572, 737]
classified-ad: ΡΑΧΜΑΝΗΣ. Αγοράζω τα καλύτερα μεταχειρισμένα αυτοκίνητα. Τηλ. 815-420. [389, 682, 572, 701]
classified-ad: ΠΩΛΕΙΤΑΙ Fiat 600 μοντέλο '70. Τηλ. 520-226. [580, 681, 763, 701]
classified-ad: ΖΗΤΟΥΝΤΑΙ πλέκτριαι. Τηλ. 234-508. [5, 1136, 159, 1146]
classified-ad: ΓΑΛΛΙΚΑ κυρία πεπειραμένη. Τηλ. 271-521. [963, 224, 1139, 234]
classified-ad: ΕΠΙ πτυχίω φοιτητής. Τηλ. 534-331. [963, 261, 1109, 271]
classified-ad: ΑΓΓΛΙΚΑ καθηγητής με πείραν. Τηλ. 802-162. [963, 188, 1146, 207]
classified-ad: ΠΩΛΕΙΤΑΙ φορτηγό Fiat 238. Τηλ. 815-864. [580, 372, 755, 382]
section-header-cars-moto: ΑΥΤΟΚΙΝΗΤΑ - ΜΟΤΟ [389, 354, 572, 383]
classified-ad: ΖΗΤΟΥΝΤΑΙ πωλήτριαι γνωρίζουσαι και ραπτικήν. Τηλ. 250-214. [5, 325, 188, 344]
classified-ad: ΠΩΛΕΙΤΑΙ Mazda 800. Τηλ. 521-305. [580, 981, 730, 991]
classified-ad: ΖΗΤΕΙΤΑΙ πεπειραμένη κομμώτρια. Τηλ. 652-685. [198, 558, 381, 578]
classified-ad: ΖΗΤΕΙΤΑΙ μικρός 16—17 ετών διά βιοτεχνία. Τηλ. 532-542. [5, 1113, 188, 1132]
classified-ad: ΖΗΤΟΥΝΤΑΙ δύο νεοεισελθόντες κοπτικήν ραπτικήν. Κολοκοτρώνη 21, 3ος όροφος. [5, 165, 188, 184]
